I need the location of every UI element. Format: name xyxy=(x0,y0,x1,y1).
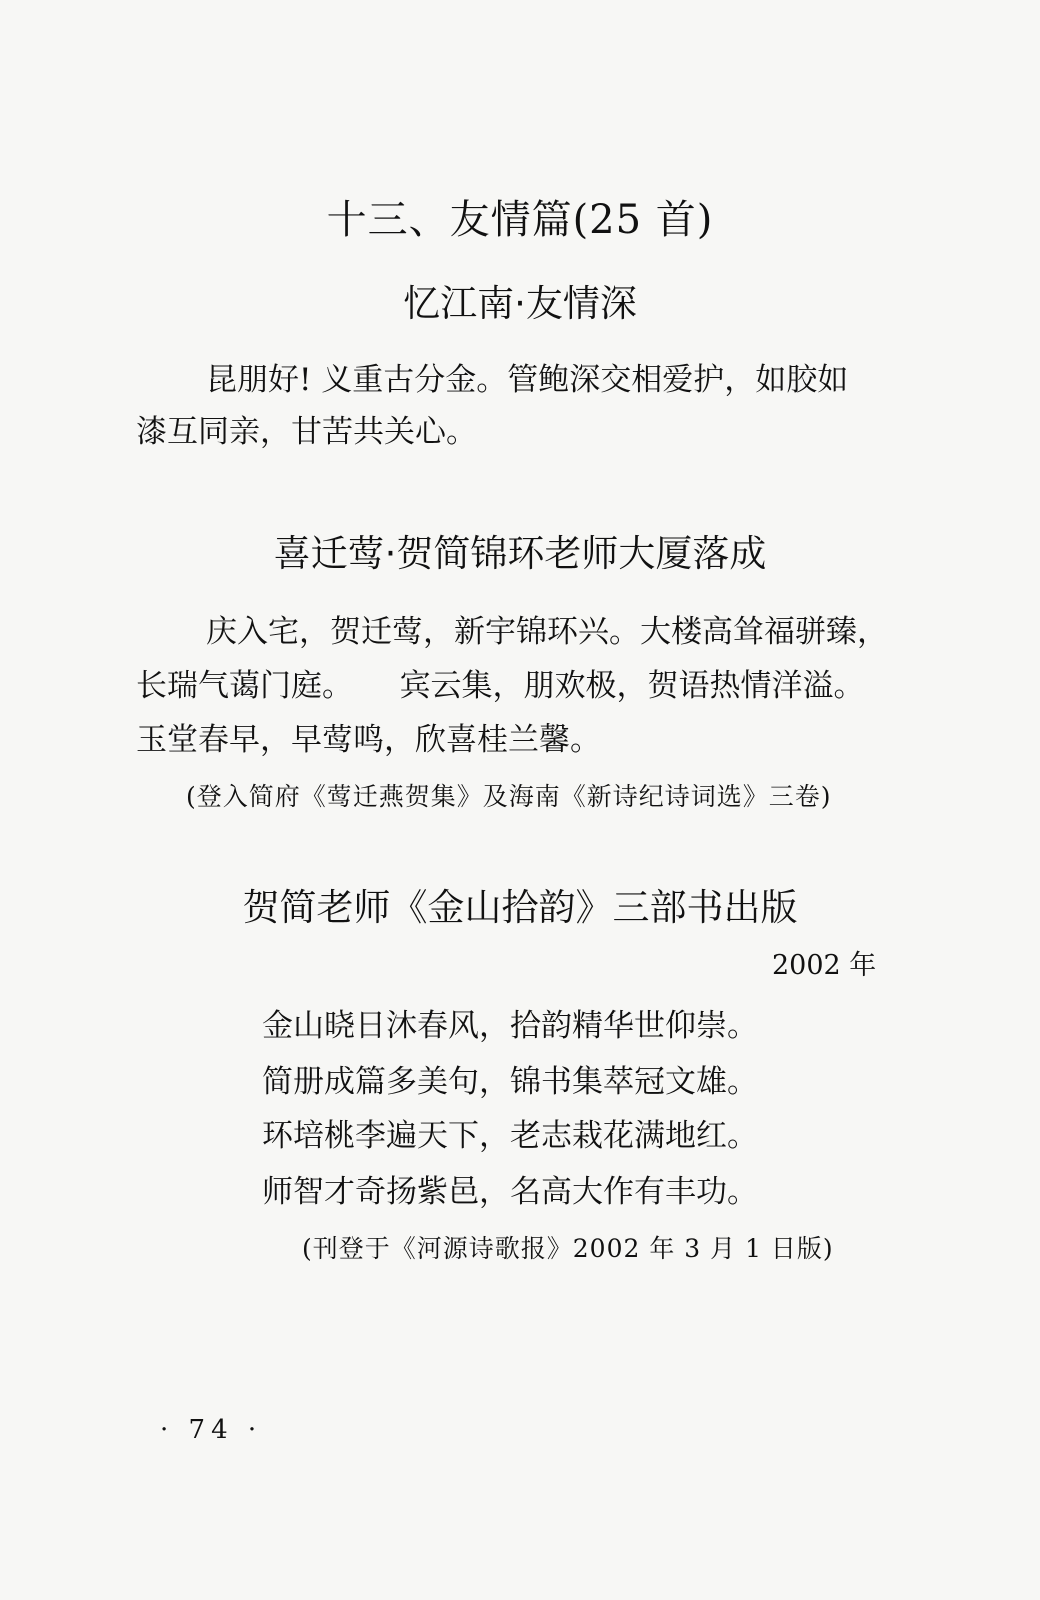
poem-2-note: (登入简府《莺迁燕贺集》及海南《新诗纪诗词选》三卷) xyxy=(186,782,832,811)
poem-1-line-2: 漆互同亲，甘苦共关心。 xyxy=(136,414,477,450)
poem-3-line-4: 师智才奇扬紫邑，名高大作有丰功。 xyxy=(262,1174,758,1210)
poem-title-1: 忆江南·友情深 xyxy=(403,282,637,325)
poem-3-line-2: 简册成篇多美句，锦书集萃冠文雄。 xyxy=(262,1064,758,1100)
poem-3-note: (刊登于《河源诗歌报》2002 年 3 月 1 日版) xyxy=(302,1234,834,1263)
poem-2-line-2: 长瑞气蔼门庭。 宾云集，朋欢极，贺语热情洋溢。 xyxy=(136,668,865,704)
poem-3-line-3: 环培桃李遍天下，老志栽花满地红。 xyxy=(262,1118,758,1154)
page-number: · 74 · xyxy=(160,1415,263,1445)
poem-2-line-3: 玉堂春早，早莺鸣，欣喜桂兰馨。 xyxy=(136,722,601,758)
poem-3-date: 2002 年 xyxy=(772,950,877,981)
chapter-title: 十三、友情篇(25 首) xyxy=(326,197,714,243)
poem-title-2: 喜迁莺·贺简锦环老师大厦落成 xyxy=(273,532,767,575)
poem-1-line-1: 昆朋好! 义重古分金。管鲍深交相爱护，如胶如 xyxy=(206,362,849,398)
poem-title-3: 贺简老师《金山拾韵》三部书出版 xyxy=(242,886,798,929)
poem-3-line-1: 金山晓日沐春风，拾韵精华世仰崇。 xyxy=(262,1008,758,1044)
poem-2-line-1: 庆入宅，贺迁莺，新宇锦环兴。大楼高耸福骈臻， xyxy=(206,614,888,650)
